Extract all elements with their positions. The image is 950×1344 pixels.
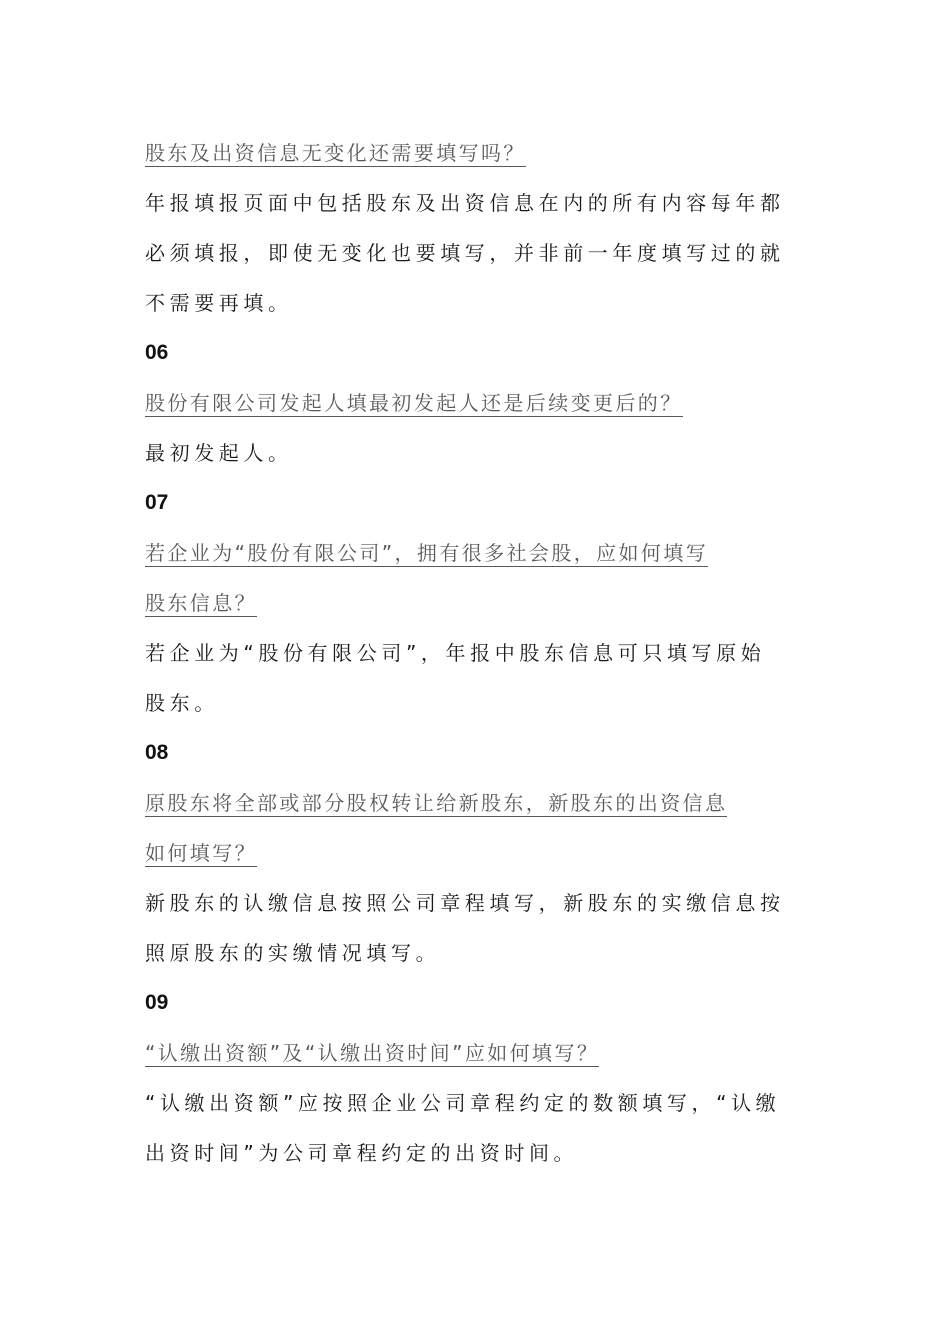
question-text: 如何填写？ — [145, 841, 257, 865]
question-line — [145, 778, 810, 828]
question-text: “认缴出资额”及“认缴出资时间”应如何填写？ — [145, 1041, 600, 1065]
question-line — [145, 1028, 810, 1078]
answer-line: 年报填报页面中包括股东及出资信息在内的所有内容每年都 — [145, 191, 785, 215]
answer-line: 最初发起人。 — [145, 441, 293, 465]
answer-line: 股东。 — [145, 691, 219, 715]
document-page — [145, 128, 810, 1178]
answer-line: 不需要再填。 — [145, 291, 293, 315]
answer-line: 出资时间”为公司章程约定的出资时间。 — [145, 1141, 579, 1165]
answer-line: “认缴出资额”应按照企业公司章程约定的数额填写，“认缴 — [145, 1091, 781, 1115]
question-text: 股东信息？ — [145, 591, 257, 615]
answer-line: 必须填报，即使无变化也要填写，并非前一年度填写过的就 — [145, 241, 785, 265]
section-number: 08 — [145, 741, 169, 764]
section-number: 09 — [145, 991, 169, 1014]
question-line — [145, 828, 810, 878]
question-line — [145, 528, 810, 578]
question-line — [145, 378, 810, 428]
answer-line: 若企业为“股份有限公司”，年报中股东信息可只填写原始 — [145, 641, 766, 665]
question-text: 原股东将全部或部分股权转让给新股东，新股东的出资信息 — [145, 791, 728, 815]
section-number: 06 — [145, 341, 169, 364]
answer-line: 新股东的认缴信息按照公司章程填写，新股东的实缴信息按 — [145, 891, 785, 915]
question-text: 股份有限公司发起人填最初发起人还是后续变更后的？ — [145, 391, 683, 415]
answer-line: 照原股东的实缴情况填写。 — [145, 941, 441, 965]
section-number: 07 — [145, 491, 169, 514]
question-text: 若企业为“股份有限公司”，拥有很多社会股，应如何填写 — [145, 541, 709, 565]
question-line — [145, 128, 810, 178]
question-text: 股东及出资信息无变化还需要填写吗？ — [145, 141, 526, 165]
question-line — [145, 578, 810, 628]
